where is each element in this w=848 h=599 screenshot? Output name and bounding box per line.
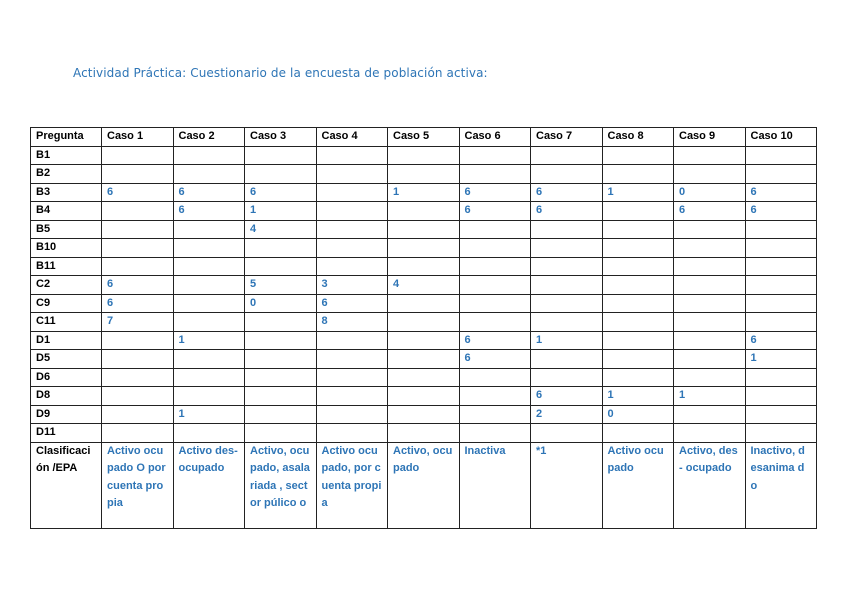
table-cell [531, 239, 603, 258]
table-row [31, 424, 817, 443]
table-cell [316, 165, 388, 184]
table-cell [745, 239, 817, 258]
table-cell [173, 387, 245, 406]
table-cell [745, 313, 817, 332]
table-cell [173, 165, 245, 184]
table-row [31, 146, 817, 165]
column-header-caso-3: Caso 3 [245, 128, 317, 147]
table-cell: 1 [674, 387, 746, 406]
table-cell [102, 331, 174, 350]
table-cell [245, 350, 317, 369]
row-label: D5 [31, 350, 102, 369]
table-cell [245, 424, 317, 443]
table-cell [388, 405, 460, 424]
table-cell: 6 [459, 350, 531, 369]
table-cell [674, 294, 746, 313]
table-cell [102, 405, 174, 424]
table-cell [173, 424, 245, 443]
table-row [31, 239, 817, 258]
table-cell [388, 313, 460, 332]
table-cell [459, 313, 531, 332]
table-cell [602, 331, 674, 350]
column-header-caso-2: Caso 2 [173, 128, 245, 147]
column-header-caso-1: Caso 1 [102, 128, 174, 147]
table-cell [602, 313, 674, 332]
table-cell [388, 165, 460, 184]
table-cell [745, 146, 817, 165]
table-cell [388, 350, 460, 369]
table-cell [388, 387, 460, 406]
table-cell [388, 424, 460, 443]
table-cell [602, 294, 674, 313]
table-cell: 1 [388, 183, 460, 202]
table-cell [173, 350, 245, 369]
table-cell [745, 424, 817, 443]
table-cell [674, 239, 746, 258]
table-cell: 6 [531, 387, 603, 406]
table-cell [316, 239, 388, 258]
table-cell [245, 368, 317, 387]
table-cell [745, 165, 817, 184]
table-row [31, 294, 817, 313]
classification-cell: Inactiva [459, 442, 531, 528]
table-cell: 6 [102, 183, 174, 202]
row-label: C11 [31, 313, 102, 332]
table-cell: 6 [745, 202, 817, 221]
table-cell: 1 [173, 331, 245, 350]
table-cell: 1 [173, 405, 245, 424]
table-cell: 1 [602, 387, 674, 406]
table-cell [602, 368, 674, 387]
classification-cell: Activo, ocupado [388, 442, 460, 528]
table-cell: 6 [745, 183, 817, 202]
table-cell: 1 [745, 350, 817, 369]
classification-cell: Activo ocupado [602, 442, 674, 528]
table-cell [102, 165, 174, 184]
table-cell [674, 165, 746, 184]
table-cell [316, 368, 388, 387]
table-cell: 6 [745, 331, 817, 350]
column-header-caso-10: Caso 10 [745, 128, 817, 147]
table-cell: 5 [245, 276, 317, 295]
table-cell [316, 183, 388, 202]
table-cell [674, 350, 746, 369]
table-cell [531, 294, 603, 313]
table-cell [388, 202, 460, 221]
row-label: D9 [31, 405, 102, 424]
table-cell [102, 202, 174, 221]
table-cell [102, 387, 174, 406]
table-cell [459, 239, 531, 258]
table-body [31, 146, 817, 528]
table-cell [745, 368, 817, 387]
table-cell [674, 220, 746, 239]
table-cell [602, 424, 674, 443]
table-cell [388, 257, 460, 276]
table-cell [245, 331, 317, 350]
table-cell [674, 368, 746, 387]
table-row [31, 276, 817, 295]
table-row [31, 350, 817, 369]
table-row [31, 257, 817, 276]
table-cell [316, 424, 388, 443]
row-label: B3 [31, 183, 102, 202]
table-cell [245, 165, 317, 184]
table-cell [459, 424, 531, 443]
table-cell [745, 405, 817, 424]
table-cell [245, 257, 317, 276]
table-cell [531, 350, 603, 369]
table-cell [459, 387, 531, 406]
table-cell: 0 [674, 183, 746, 202]
column-header-caso-8: Caso 8 [602, 128, 674, 147]
table-cell [602, 276, 674, 295]
table-row [31, 313, 817, 332]
table-cell [388, 239, 460, 258]
column-header-caso-9: Caso 9 [674, 128, 746, 147]
header-row [31, 128, 817, 147]
classification-row [31, 442, 817, 528]
table-row [31, 368, 817, 387]
column-header-caso-5: Caso 5 [388, 128, 460, 147]
table-cell: 6 [173, 202, 245, 221]
table-cell [173, 368, 245, 387]
table-cell [602, 165, 674, 184]
column-header-caso-4: Caso 4 [316, 128, 388, 147]
table-cell [459, 257, 531, 276]
table-cell [388, 220, 460, 239]
table-cell [745, 220, 817, 239]
row-label: B10 [31, 239, 102, 258]
classification-cell: Inactivo, desanima do [745, 442, 817, 528]
classification-cell: *1 [531, 442, 603, 528]
table-cell [459, 294, 531, 313]
table-cell: 6 [674, 202, 746, 221]
table-cell [531, 368, 603, 387]
table-cell [102, 368, 174, 387]
table-cell [531, 220, 603, 239]
table-cell [459, 220, 531, 239]
table-cell: 1 [602, 183, 674, 202]
table-cell: 2 [531, 405, 603, 424]
table-cell [102, 424, 174, 443]
classification-cell: Activo, des- ocupado [674, 442, 746, 528]
table-cell: 6 [459, 202, 531, 221]
row-label: D6 [31, 368, 102, 387]
row-label: B4 [31, 202, 102, 221]
table-cell [173, 276, 245, 295]
table-cell: 4 [388, 276, 460, 295]
table-cell [316, 257, 388, 276]
table-cell: 1 [531, 331, 603, 350]
row-label: B2 [31, 165, 102, 184]
table-row [31, 331, 817, 350]
row-label: B5 [31, 220, 102, 239]
table-cell: 0 [602, 405, 674, 424]
document-title: Actividad Práctica: Cuestionario de la encuesta de población activa: [73, 66, 488, 80]
classification-label: Clasificaci ón /EPA [31, 442, 102, 528]
table-cell [531, 257, 603, 276]
row-label: D1 [31, 331, 102, 350]
table-cell [316, 387, 388, 406]
row-label: C2 [31, 276, 102, 295]
table-cell [102, 220, 174, 239]
table-cell [173, 313, 245, 332]
table-cell [602, 202, 674, 221]
table-cell [602, 350, 674, 369]
table-cell [316, 202, 388, 221]
column-header-caso-6: Caso 6 [459, 128, 531, 147]
table-cell [173, 220, 245, 239]
table-cell: 6 [459, 331, 531, 350]
table-cell [674, 405, 746, 424]
table-cell [531, 146, 603, 165]
row-label: B11 [31, 257, 102, 276]
table-row [31, 387, 817, 406]
epa-questionnaire-table [30, 127, 817, 529]
table-cell [173, 294, 245, 313]
table-cell: 6 [245, 183, 317, 202]
table-cell: 0 [245, 294, 317, 313]
table-cell: 1 [245, 202, 317, 221]
table-cell [602, 220, 674, 239]
column-header-caso-7: Caso 7 [531, 128, 603, 147]
table-cell [674, 257, 746, 276]
table-cell [173, 146, 245, 165]
table-cell [102, 239, 174, 258]
table-cell [674, 424, 746, 443]
table-row [31, 220, 817, 239]
table-cell [388, 368, 460, 387]
table-cell [602, 146, 674, 165]
table-cell [745, 257, 817, 276]
row-label: D11 [31, 424, 102, 443]
table-cell [245, 239, 317, 258]
table-cell [745, 387, 817, 406]
classification-cell: Activo, ocupado, asalariada , sector púlico o [245, 442, 317, 528]
table-cell [459, 146, 531, 165]
table-cell [245, 387, 317, 406]
classification-cell: Activo des- ocupado [173, 442, 245, 528]
table-cell [316, 331, 388, 350]
classification-cell: Activo ocupado, por cuenta propia [316, 442, 388, 528]
table-cell: 6 [459, 183, 531, 202]
row-label: C9 [31, 294, 102, 313]
table-cell: 6 [102, 294, 174, 313]
table-cell: 6 [173, 183, 245, 202]
table-cell [388, 294, 460, 313]
table-cell [602, 257, 674, 276]
table-cell: 7 [102, 313, 174, 332]
table-cell [102, 350, 174, 369]
table-cell [245, 405, 317, 424]
classification-cell: Activo ocupado O por cuenta propia [102, 442, 174, 528]
table-cell [173, 239, 245, 258]
table-cell [602, 239, 674, 258]
table-cell [388, 331, 460, 350]
table-cell [245, 313, 317, 332]
table-cell [316, 220, 388, 239]
table-cell [459, 405, 531, 424]
column-header-pregunta: Pregunta [31, 128, 102, 147]
table-cell [745, 294, 817, 313]
table-cell: 6 [531, 202, 603, 221]
table-cell [674, 313, 746, 332]
table-cell [245, 146, 317, 165]
table-cell [674, 146, 746, 165]
table-cell: 3 [316, 276, 388, 295]
table-row [31, 183, 817, 202]
table-cell: 6 [316, 294, 388, 313]
table-cell [531, 165, 603, 184]
table-cell [459, 368, 531, 387]
table-cell [459, 276, 531, 295]
table-cell [316, 146, 388, 165]
table-cell: 6 [102, 276, 174, 295]
table-cell [674, 331, 746, 350]
table-cell [459, 165, 531, 184]
table-cell [531, 313, 603, 332]
table-cell: 4 [245, 220, 317, 239]
table-cell [316, 405, 388, 424]
table-row [31, 405, 817, 424]
table-cell: 8 [316, 313, 388, 332]
table-cell [531, 276, 603, 295]
row-label: B1 [31, 146, 102, 165]
row-label: D8 [31, 387, 102, 406]
table-cell [102, 146, 174, 165]
table-row [31, 202, 817, 221]
table-cell [173, 257, 245, 276]
table-cell [102, 257, 174, 276]
table-row [31, 165, 817, 184]
table-cell: 6 [531, 183, 603, 202]
table-cell [316, 350, 388, 369]
table-cell [531, 424, 603, 443]
table-cell [745, 276, 817, 295]
table-cell [674, 276, 746, 295]
table-cell [388, 146, 460, 165]
